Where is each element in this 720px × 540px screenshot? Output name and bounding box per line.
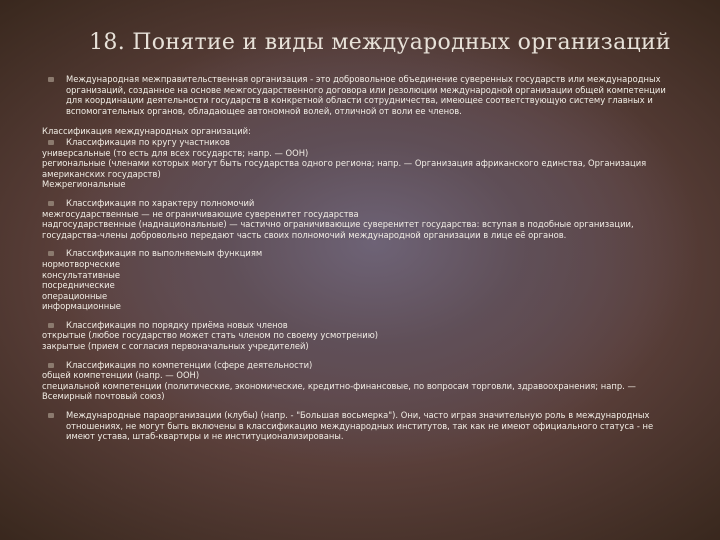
block-line: межгосударственные — не ограничивающие суверенитет государства <box>42 208 359 219</box>
final-paragraph: Международные параорганизации (клубы) (напр. - "Большая восьмерка"). Они, часто играя значительную роль в международных отношениях, не могут быть включены в классификацию международных институтов, так как не имеют официального статуса - не имеют устава, штаб-квартиры и не институционализированы. <box>42 410 682 442</box>
block-line: Межрегиональные <box>42 179 126 190</box>
classification-heading: Классификация международных организаций: <box>42 126 251 137</box>
block-line: специальной компетенции (политические, экономические, кредитно-финансовые, по вопросам торговли, здравоохранения; напр. — Всемирный почтовый союз) <box>42 380 636 402</box>
block-line: посреднические <box>42 280 115 291</box>
block-line: надгосударственные (наднациональные) — частично ограничивающие суверенитет государства: вступая в подобные организации, государства-члены добровольно передают часть своих полномочий международной организации в лице её органов. <box>42 219 634 240</box>
slide-content <box>42 74 682 442</box>
block-line: операционные <box>42 290 108 301</box>
block-line: общей компетенции (напр. — ООН) <box>42 370 200 381</box>
block-title: Классификация по компетенции (сфере деятельности) <box>42 360 682 371</box>
block-title: Классификация по кругу участников <box>42 137 682 148</box>
block-title: Классификация по характеру полномочий <box>42 198 682 209</box>
block-line: информационные <box>42 301 121 312</box>
block-line: нормотворческие <box>42 258 120 269</box>
block-title: Классификация по порядку приёма новых членов <box>42 320 682 331</box>
slide-title: 18. Понятие и виды междуародных организаций <box>89 30 671 55</box>
block-line: универсальные (то есть для всех государств; напр. — ООН) <box>42 147 309 158</box>
block-line: закрытые (прием с согласия первоначальных учредителей) <box>42 341 309 352</box>
block-line: консультативные <box>42 269 121 280</box>
intro-paragraph: Международная межправительственная организация - это добровольное объединение суверенных государств или международных организаций, созданное на основе межгосударственного договора или резолюции международной организации общей компетенции для координации деятельности государств в конкретной области сотрудничества, имеющее соответствующую систему главных и вспомогательных органов, обладающее автономной волей, отличной от воли ее членов. <box>42 74 682 116</box>
block-line: открытые (любое государство может стать членом по своему усмотрению) <box>42 330 379 341</box>
block-title: Классификация по выполняемым функциям <box>42 248 682 259</box>
block-line: региональные (членами которых могут быть государства одного региона; напр. — Организация африканского единства, Организация американских государств) <box>42 158 647 179</box>
